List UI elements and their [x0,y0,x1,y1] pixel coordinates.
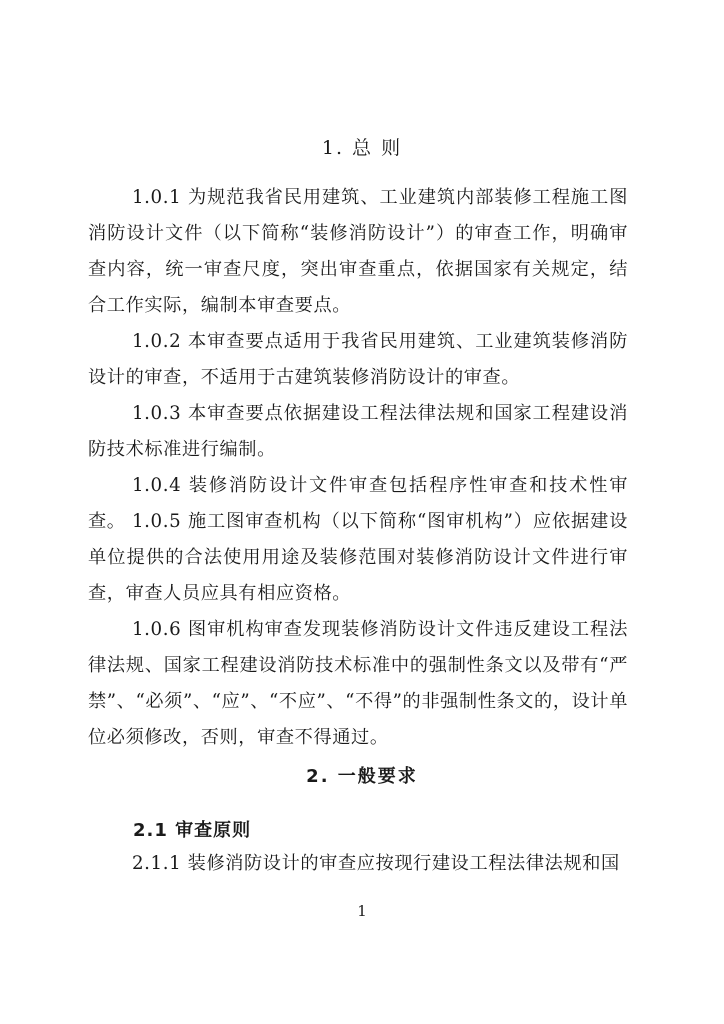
paragraph-1-0-2: 1.0.2 本审查要点适用于我省民用建筑、工业建筑装修消防设计的审查，不适用于古建筑装修消防设计的审查。 [88,331,628,388]
section-1-title: 1. 总 则 [321,137,403,159]
subsection-2-1-title: 2.1 审查原则 [133,820,252,841]
paragraph-2-1-1: 2.1.1 装修消防设计的审查应按现行建设工程法律法规和国 [132,853,620,874]
paragraph-1-0-3: 1.0.3 本审查要点依据建设工程法律法规和国家工程建设消防技术标准进行编制。 [88,403,628,460]
page-number: 1 [357,902,367,920]
paragraph-1-0-6: 1.0.6 图审机构审查发现装修消防设计文件违反建设工程法律法规、国家工程建设消防技术标准中的强制性条文以及带有“严禁”、“必须”、“应”、“不应”、“不得”的非强制性条文的，设计单位必须修改，否则，审查不得通过。 [88,619,628,748]
paragraph-1-0-1: 1.0.1 为规范我省民用建筑、工业建筑内部装修工程施工图消防设计文件（以下简称“装修消防设计”）的审查工作，明确审查内容，统一审查尺度，突出审查重点，依据国家有关规定，结合工作实际，编制本审查要点。 [88,187,628,316]
paragraph-1-0-4: 1.0.4 装修消防设计文件审查包括程序性审查和技术性审查。 [88,475,628,532]
paragraph-1-0-5: 1.0.5 施工图审查机构（以下简称“图审机构”）应依据建设单位提供的合法使用用途及装修范围对装修消防设计文件进行审查，审查人员应具有相应资格。 [88,511,628,604]
section-2-title: 2. 一般要求 [306,766,418,787]
